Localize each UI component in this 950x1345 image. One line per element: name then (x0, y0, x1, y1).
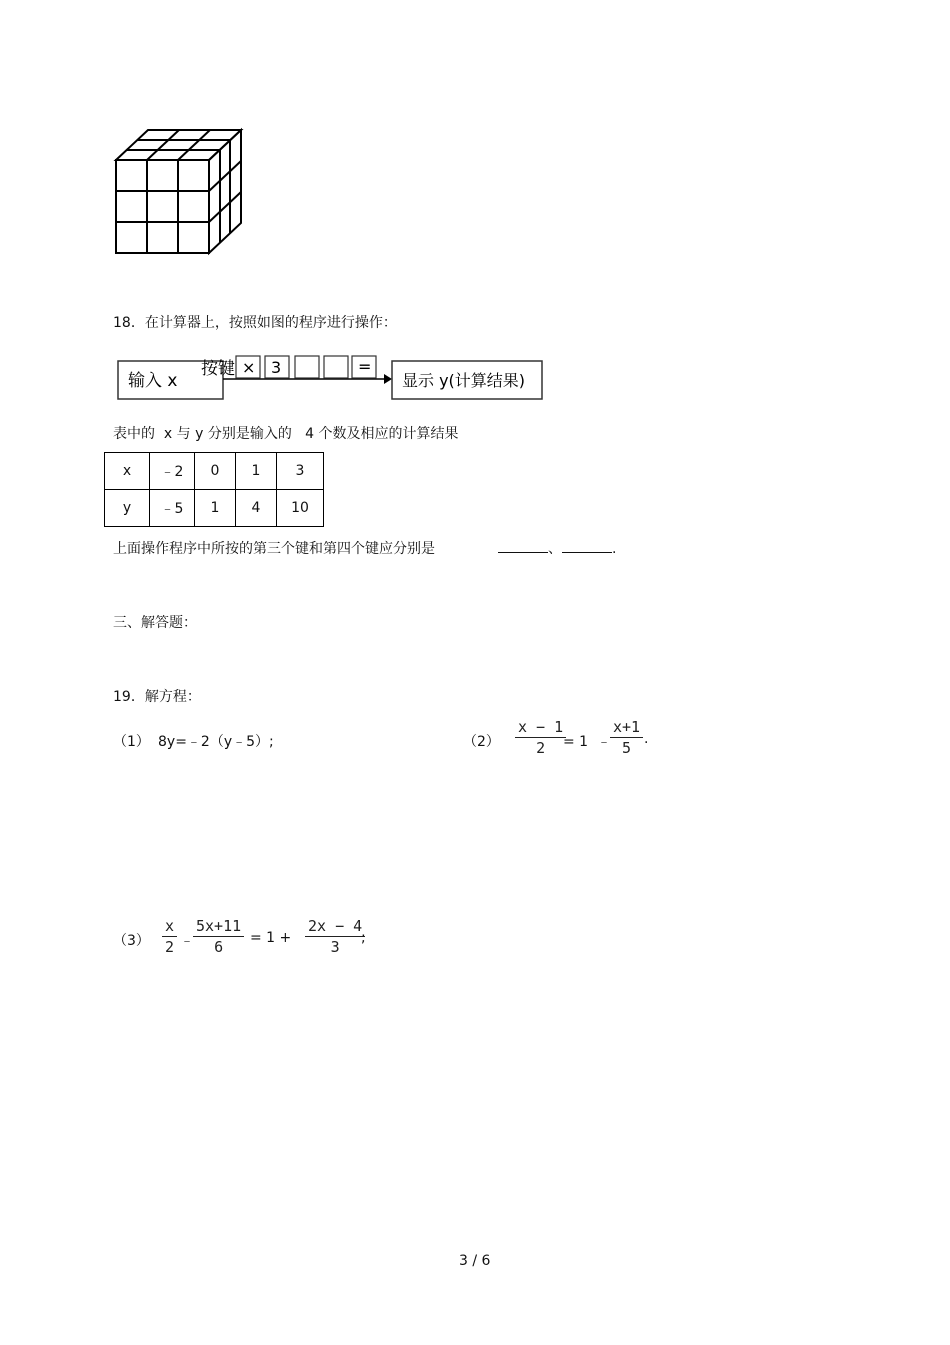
q18-question: 上面操作程序中所按的第三个键和第四个键应分别是 (113, 541, 435, 557)
xy-table (104, 452, 324, 527)
section-heading: 三、解答题： (113, 615, 197, 631)
equation-end: ; (361, 930, 366, 946)
q18-prompt: 18．在计算器上，按照如图的程序进行操作： (113, 315, 397, 331)
answer-blank-2[interactable] (562, 540, 612, 553)
table-row (105, 490, 324, 527)
q19-part1-label: （1） (113, 734, 150, 750)
table-cell: 1 (236, 453, 277, 490)
fraction-numerator: 5x+11 (193, 917, 244, 937)
equation-text: = 1 + (250, 930, 292, 946)
keys-label: 按键 (201, 359, 235, 379)
table-caption: 表中的 x 与 y 分别是输入的 4 个数及相应的计算结果 (113, 426, 459, 442)
blank-separator: 、 (548, 541, 562, 557)
table-cell: 1 (195, 490, 236, 527)
fraction-denominator: 3 (330, 938, 340, 956)
key-2: 3 (271, 358, 282, 377)
output-box-label: 显示 y(计算结果) (402, 371, 526, 390)
key-4-box (324, 356, 348, 378)
fraction (610, 718, 643, 757)
fraction-numerator: x+1 (610, 718, 643, 738)
fraction-numerator: 2x − 4 (305, 917, 365, 937)
table-cell: ﹣2 (150, 453, 195, 490)
fraction-denominator: 2 (536, 739, 546, 757)
q19-part3-label: （3） (113, 933, 150, 949)
page-number: 3 / 6 (459, 1253, 491, 1269)
table-cell: 0 (195, 453, 236, 490)
row-header-x: x (105, 453, 150, 490)
table-cell: 10 (277, 490, 324, 527)
fraction (193, 917, 244, 956)
q19-title: 19．解方程： (113, 689, 201, 705)
equation-end: . (644, 731, 649, 747)
fraction-denominator: 5 (622, 739, 632, 757)
q19-part2-label: （2） (463, 734, 500, 750)
q19-part1-equation: 8y=﹣2（y﹣5）; (158, 734, 274, 750)
calculator-flow-diagram (112, 350, 552, 406)
fraction-numerator: x − 1 (515, 718, 566, 738)
fraction-numerator: x (162, 917, 177, 937)
cube-figure (110, 125, 250, 260)
key-3-box (295, 356, 319, 378)
blank-end: . (612, 541, 617, 557)
fraction-denominator: 2 (165, 938, 175, 956)
answer-blanks (498, 538, 616, 558)
fraction (162, 917, 177, 956)
input-box-label: 输入 x (128, 371, 178, 391)
equation-text: = 1 ﹣ (563, 734, 611, 750)
key-1: × (242, 358, 256, 377)
row-header-y: y (105, 490, 150, 527)
key-5: = (358, 357, 372, 376)
table-row (105, 453, 324, 490)
equation-text: ﹣ (180, 933, 194, 949)
table-cell: 4 (236, 490, 277, 527)
fraction (515, 718, 566, 757)
fraction-denominator: 6 (214, 938, 224, 956)
table-cell: 3 (277, 453, 324, 490)
table-cell: ﹣5 (150, 490, 195, 527)
answer-blank-1[interactable] (498, 540, 548, 553)
fraction (305, 917, 365, 956)
